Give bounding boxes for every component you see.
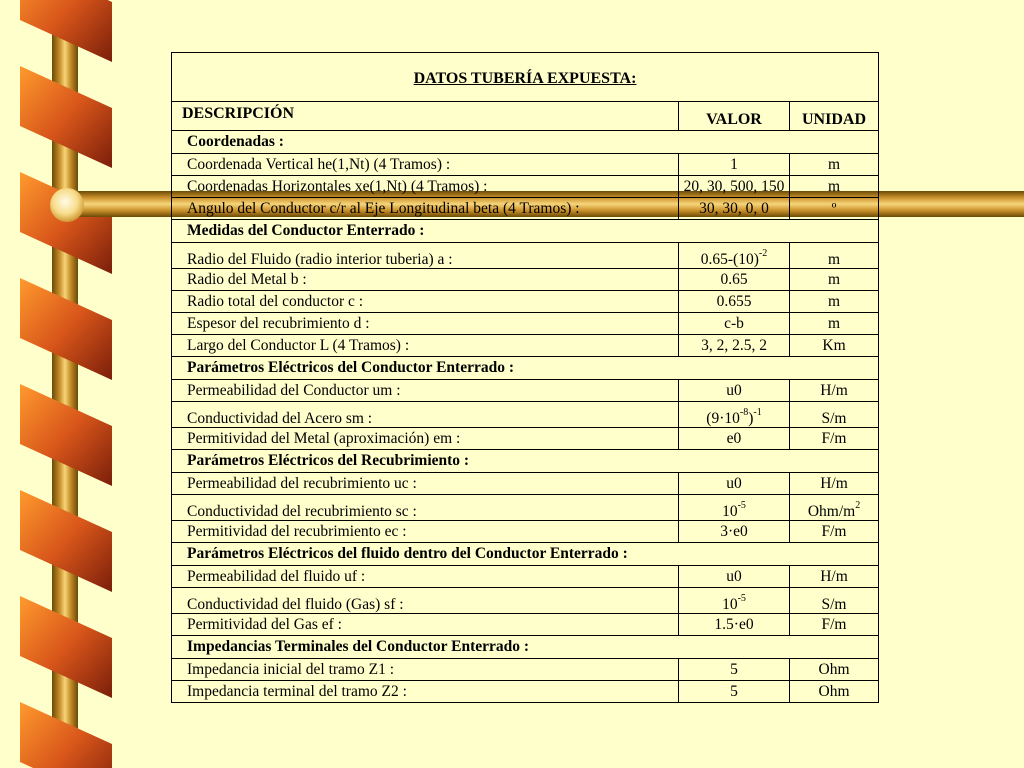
value-cell: u0 [679, 566, 790, 588]
unit-cell: H/m [790, 380, 879, 402]
section-row [172, 543, 879, 566]
decorative-knob [50, 188, 84, 222]
table-title-cell [172, 53, 879, 102]
section-heading: Parámetros Eléctricos del fluido dentro del Conductor Enterrado : [172, 543, 879, 566]
value-cell: 1 [679, 154, 790, 176]
unit-base: Ohm/m [807, 502, 856, 520]
description-cell: Permeabilidad del Conductor um : [172, 380, 679, 402]
unit-cell: Km [790, 335, 879, 357]
decorative-spiral-pole [0, 0, 120, 768]
description-cell: Impedancia terminal del tramo Z2 : [172, 681, 679, 703]
table-row [172, 198, 879, 220]
value-exponent: -2 [758, 247, 768, 259]
value-exponent: -5 [737, 499, 746, 511]
description-cell: Largo del Conductor L (4 Tramos) : [172, 335, 679, 357]
value-cell: 3, 2, 2.5, 2 [679, 335, 790, 357]
unit-cell: F/m [790, 614, 879, 636]
unit-exponent: 2 [855, 499, 861, 511]
table-row [172, 380, 879, 402]
header-unidad: UNIDAD [790, 102, 879, 131]
value-cell: $(9\cdot 10^{-8})^{-1}$ [679, 402, 790, 428]
table-row [172, 313, 879, 335]
unit-cell: m [790, 313, 879, 335]
unit-cell: m [790, 154, 879, 176]
value-cell: 1.5·e0 [679, 614, 790, 636]
description-cell: Coordenada Vertical he(1,Nt) (4 Tramos) : [172, 154, 679, 176]
unit-cell: Ohm [790, 681, 879, 703]
section-heading: Parámetros Eléctricos del Conductor Enterrado : [172, 357, 879, 380]
description-cell: Conductividad del recubrimiento sc : [172, 495, 679, 521]
unit-cell: F/m [790, 428, 879, 450]
section-heading: Impedancias Terminales del Conductor Enterrado : [172, 636, 879, 659]
description-cell: Angulo del Conductor c/r al Eje Longitudinal beta (4 Tramos) : [172, 198, 679, 220]
table-row [172, 473, 879, 495]
section-heading: Parámetros Eléctricos del Recubrimiento : [172, 450, 879, 473]
unit-cell: S/m [790, 588, 879, 614]
value-cell [679, 495, 790, 521]
value-cell: 20, 30, 500, 150 [679, 176, 790, 198]
unit-cell: F/m [790, 521, 879, 543]
table-row [172, 681, 879, 703]
header-descripcion: DESCRIPCIÓN [172, 102, 679, 131]
description-cell: Permeabilidad del recubrimiento uc : [172, 473, 679, 495]
table-row [172, 588, 879, 614]
value-cell: 30, 30, 0, 0 [679, 198, 790, 220]
description-cell: Permitividad del Metal (aproximación) em : [172, 428, 679, 450]
unit-cell [790, 495, 879, 521]
value-cell: 5 [679, 681, 790, 703]
table-row [172, 269, 879, 291]
section-row [172, 220, 879, 243]
header-valor: VALOR [679, 102, 790, 131]
value-cell: u0 [679, 380, 790, 402]
description-cell: Radio del Fluido (radio interior tuberia) a : [172, 243, 679, 269]
description-cell: Espesor del recubrimiento d : [172, 313, 679, 335]
value-cell: 3·e0 [679, 521, 790, 543]
section-row [172, 450, 879, 473]
description-cell: Impedancia inicial del tramo Z1 : [172, 659, 679, 681]
table-row [172, 335, 879, 357]
value-cell: 5 [679, 659, 790, 681]
value-exponent: -5 [737, 592, 746, 604]
section-row [172, 131, 879, 154]
description-cell: Permitividad del recubrimiento ec : [172, 521, 679, 543]
table-title: DATOS TUBERÍA EXPUESTA: [413, 70, 637, 87]
table-header-row [172, 102, 879, 131]
value-base: 10 [722, 595, 738, 613]
value-cell: u0 [679, 473, 790, 495]
unit-cell: H/m [790, 566, 879, 588]
table-row [172, 614, 879, 636]
table-row [172, 521, 879, 543]
table-row [172, 402, 879, 428]
unit-cell: Ohm [790, 659, 879, 681]
unit-cell: H/m [790, 473, 879, 495]
table-row [172, 291, 879, 313]
table-row [172, 243, 879, 269]
table-row [172, 495, 879, 521]
unit-cell: m [790, 269, 879, 291]
pipe-data-table [171, 52, 879, 703]
table-row [172, 566, 879, 588]
description-cell: Radio total del conductor c : [172, 291, 679, 313]
value-cell: 0.65 [679, 269, 790, 291]
unit-cell: m [790, 291, 879, 313]
section-row [172, 357, 879, 380]
description-cell: Permeabilidad del fluido uf : [172, 566, 679, 588]
description-cell: Conductividad del Acero sm : [172, 402, 679, 428]
data-table-panel [171, 52, 878, 728]
unit-cell: º [790, 198, 879, 220]
section-row [172, 636, 879, 659]
description-cell: Radio del Metal b : [172, 269, 679, 291]
value-cell: 0.655 [679, 291, 790, 313]
section-heading: Medidas del Conductor Enterrado : [172, 220, 879, 243]
value-base: 10 [722, 502, 738, 520]
value-cell [679, 588, 790, 614]
table-row [172, 176, 879, 198]
table-row [172, 428, 879, 450]
value-base: 0.65-(10) [700, 250, 759, 268]
table-row [172, 659, 879, 681]
description-cell: Permitividad del Gas ef : [172, 614, 679, 636]
value-cell: c-b [679, 313, 790, 335]
description-cell: Coordenadas Horizontales xe(1,Nt) (4 Tramos) : [172, 176, 679, 198]
unit-cell: m [790, 243, 879, 269]
unit-cell: S/m [790, 402, 879, 428]
table-title-row [172, 53, 879, 102]
value-cell [679, 243, 790, 269]
description-cell: Conductividad del fluido (Gas) sf : [172, 588, 679, 614]
value-cell: e0 [679, 428, 790, 450]
unit-cell: m [790, 176, 879, 198]
section-heading: Coordenadas : [172, 131, 879, 154]
table-row [172, 154, 879, 176]
